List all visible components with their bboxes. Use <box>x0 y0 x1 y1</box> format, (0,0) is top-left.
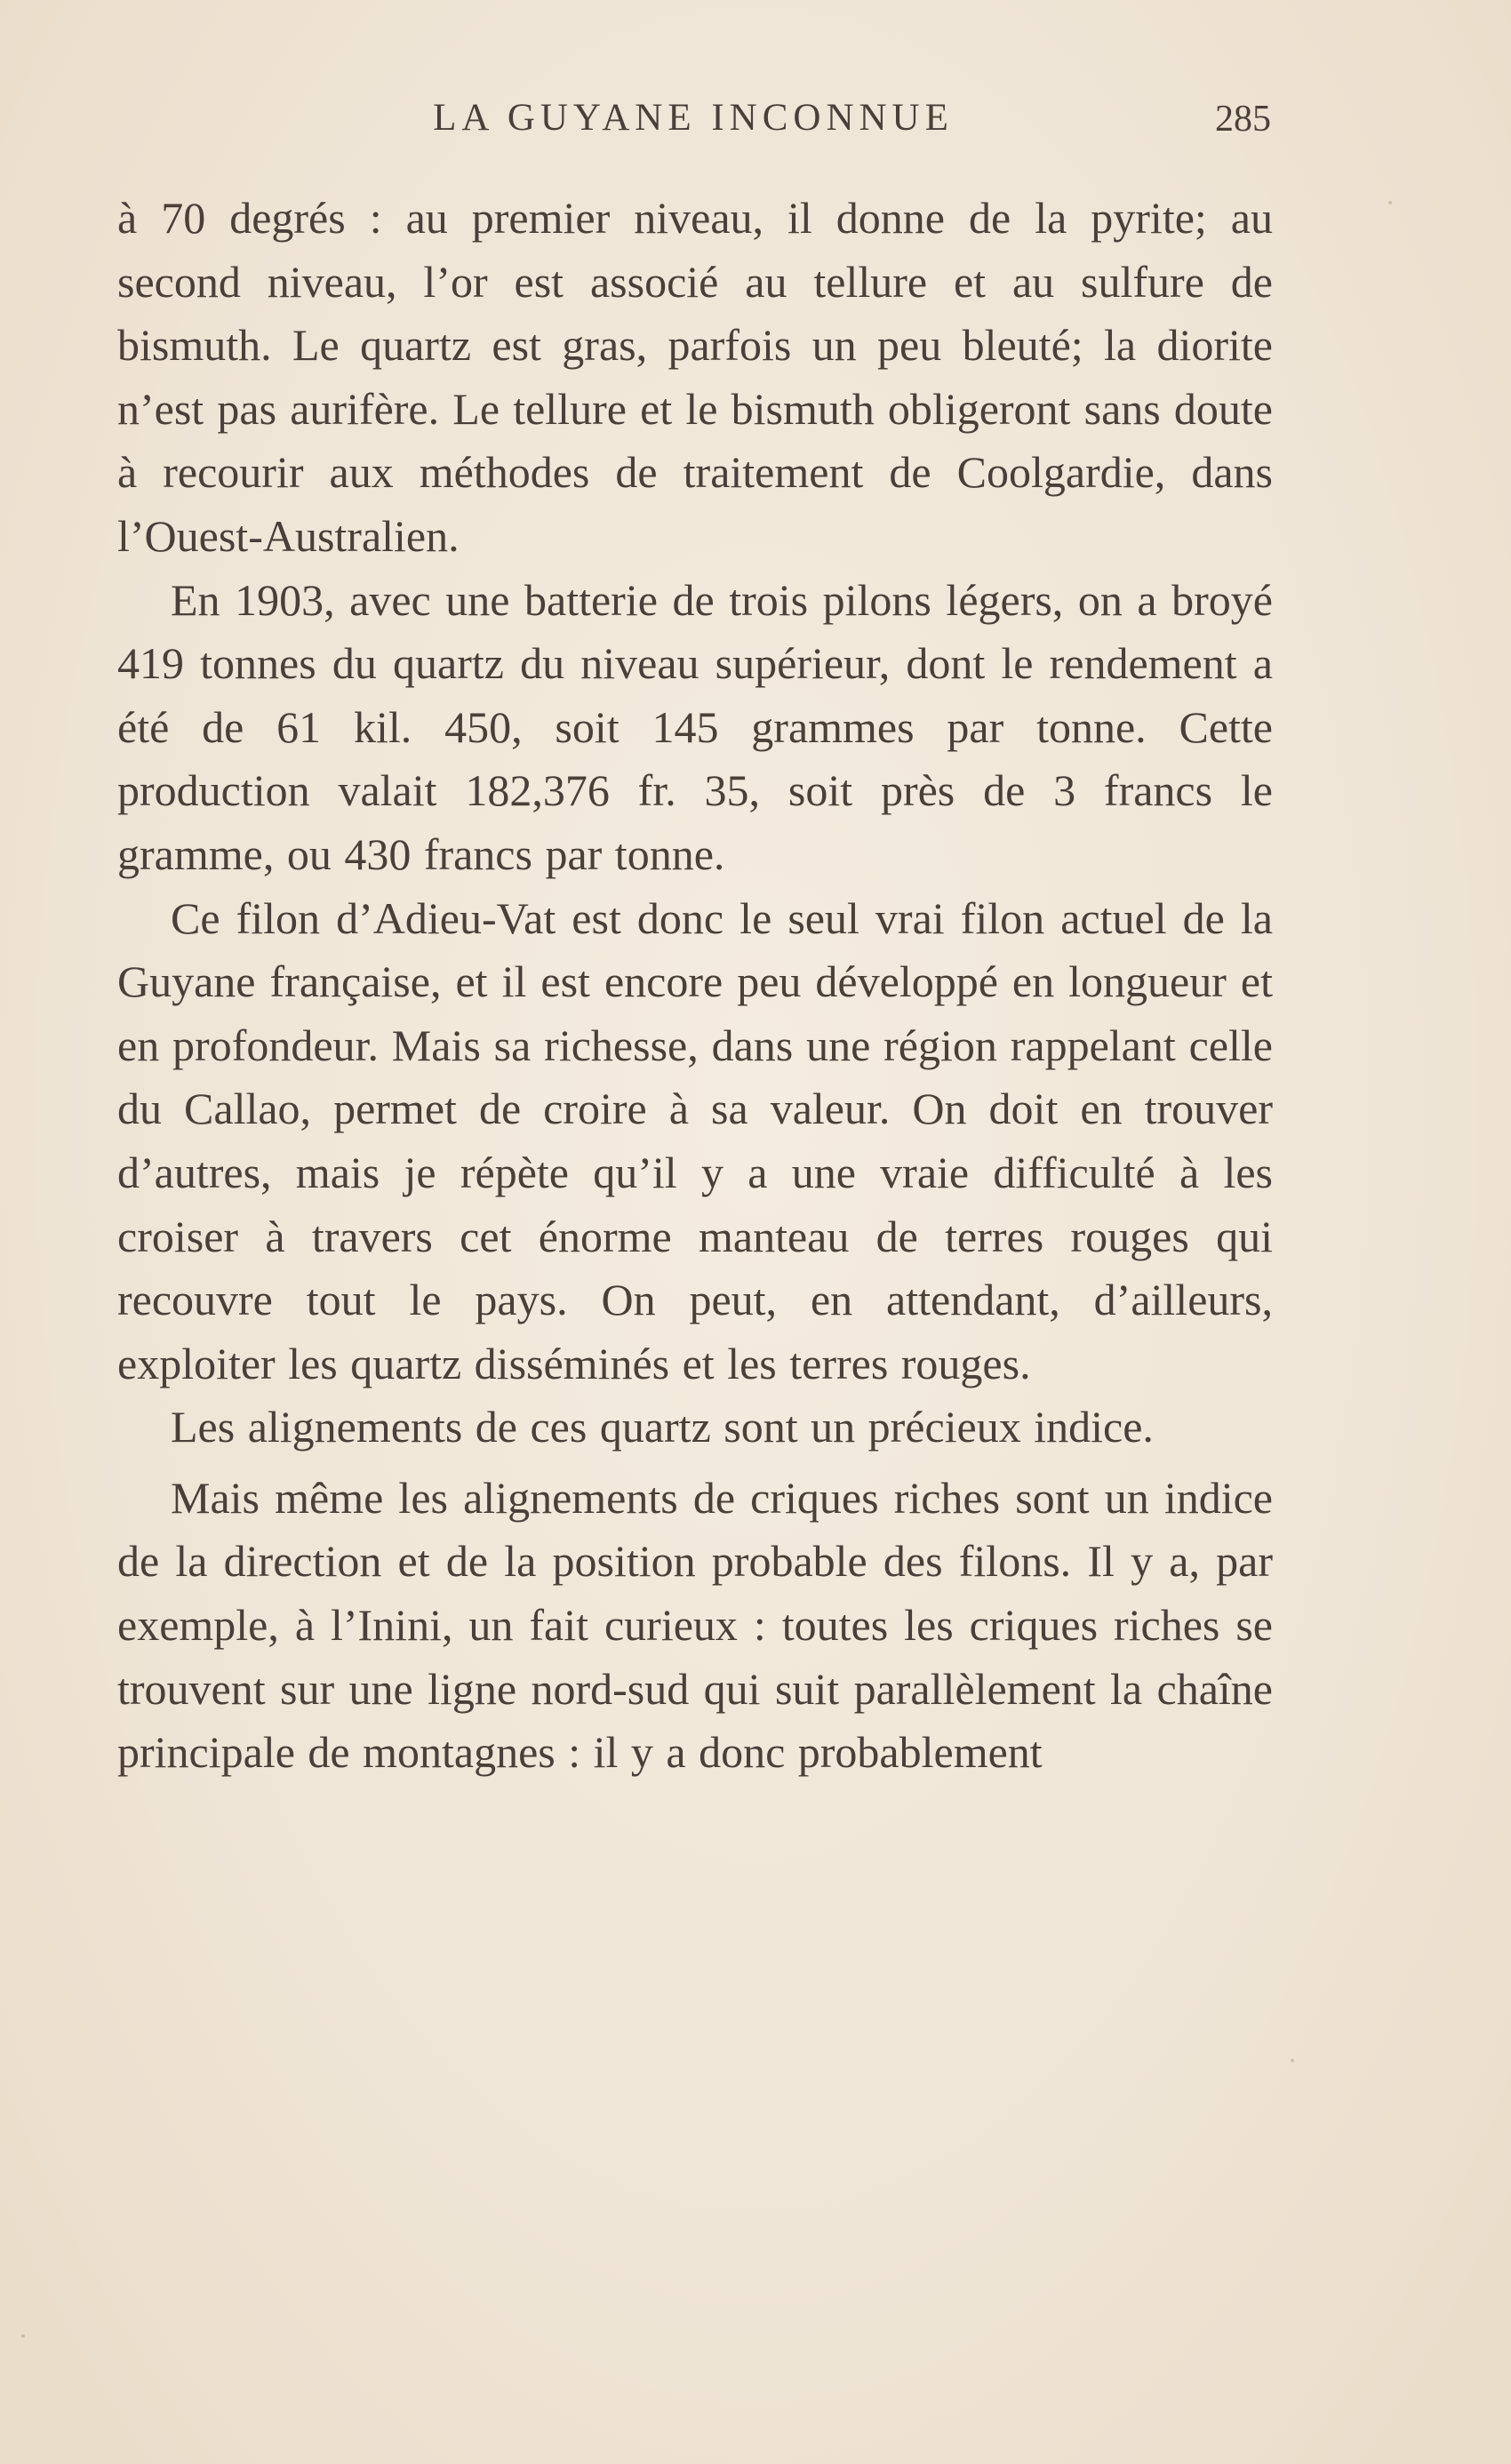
paragraph: Ce filon d’Adieu-Vat est donc le seul vrai filon actuel de la Guyane française, et il est encore peu développé en longueur et en profondeur. Mais sa richesse, dans une région rappelant celle du Callao, permet de croire à sa valeur. On doit en trouver d’autres, mais je répète qu’il y a une vraie difficulté à les croiser à travers cet énorme manteau de terres rouges qui recouvre tout le pays. On peut, en attendant, d’ailleurs, exploiter les quartz disséminés et les terres rouges. <box>117 892 1273 1388</box>
paper-speck <box>1388 201 1392 204</box>
body-text <box>117 187 1273 1785</box>
running-title: LA GUYANE INCONNUE <box>433 97 954 139</box>
paragraph: Mais même les alignements de criques riches sont un indice de la direction et de la position probable des filons. Il y a, par exemple, à l’Inini, un fait curieux : toutes les criques riches se trouvent sur une ligne nord-sud qui suit parallèlement la chaîne principale de montagnes : il y a donc probablement <box>117 1472 1273 1778</box>
paper-speck <box>1291 2059 1294 2062</box>
paragraph: Les alignements de ces quartz sont un précieux indice. <box>171 1402 1154 1452</box>
running-head <box>116 96 1271 149</box>
paragraph-continued: à 70 degrés : au premier niveau, il donne de la pyrite; au second niveau, l’or est associé au tellure et au sulfure de bismuth. Le quartz est gras, parfois un peu bleuté; la diorite n’est pas aurifère. Le tellure et le bismuth obligeront sans doute à recourir aux méthodes de traitement de Coolgardie, dans l’Ouest-Australien. <box>117 193 1273 561</box>
page-number: 285 <box>1215 99 1271 140</box>
paragraph: En 1903, avec une batterie de trois pilons légers, on a broyé 419 tonnes du quartz du niveau supérieur, dont le rendement a été de 61 kil. 450, soit 145 grammes par tonne. Cette production valait 182,376 fr. 35, soit près de 3 francs le gramme, ou 430 francs par tonne. <box>117 574 1273 879</box>
paper-speck <box>21 2334 25 2338</box>
